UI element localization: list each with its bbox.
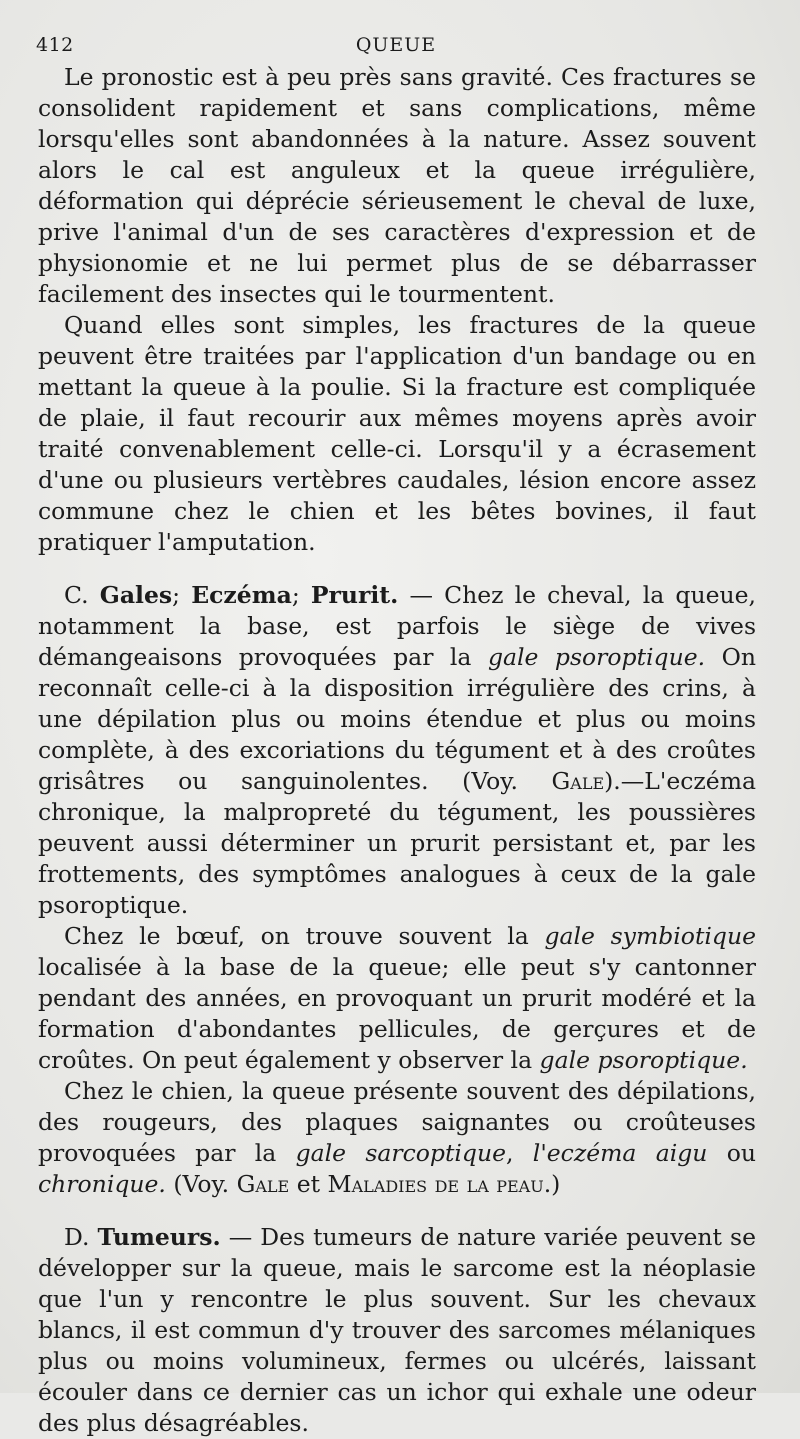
- section-c-letter: C.: [64, 581, 89, 609]
- section-d-dash: —: [220, 1223, 261, 1251]
- chien-text-3: ou: [707, 1139, 756, 1167]
- boeuf-text-2: localisée à la base de la queue; elle peut s'y cantonner pendant des années, en provoquant un prurit modéré et la formation d'abondantes pellicules, de gerçures et de croûtes. On peut également y observer la: [38, 953, 756, 1074]
- paragraph-traitement: Quand elles sont simples, les fractures de la queue peuvent être traitées par l'application d'un bandage ou en mettant la queue à la poulie. Si la fracture est compliquée de plaie, il faut recourir aux mêmes moyens après avoir traité convenablement celle-ci. Lorsqu'il y a écrasement d'une ou plusieurs vertèbres caudales, lésion encore assez commune chez le chien et les bêtes bovines, il faut pratiquer l'amputation.: [38, 311, 756, 556]
- section-d-letter: D.: [64, 1223, 90, 1251]
- section-c-italic-gale-psoroptique: gale psoroptique.: [487, 643, 706, 671]
- chien-text-6: .): [543, 1170, 561, 1198]
- chien-text-4: (Voy.: [165, 1170, 237, 1198]
- chien-ref-maladies-peau: Maladies de la peau: [327, 1170, 544, 1198]
- chien-text-5: et: [289, 1170, 328, 1198]
- section-c-dash: —: [398, 581, 445, 609]
- page-header: [36, 34, 756, 64]
- boeuf-italic-gale-symbiotique: gale symbiotique: [544, 922, 756, 950]
- page-number: 412: [36, 34, 74, 56]
- boeuf-italic-gale-psoroptique: gale psoroptique.: [539, 1046, 748, 1074]
- chien-italic-chronique: chronique.: [38, 1170, 166, 1198]
- boeuf-text-1: Chez le bœuf, on trouve souvent la: [64, 922, 545, 950]
- section-c-separator: ;: [172, 581, 192, 609]
- section-d-heading: Tumeurs.: [97, 1223, 221, 1251]
- paragraph-pronostic: Le pronostic est à peu près sans gravité. Ces fractures se consolident rapidement et sans complications, même lorsqu'elles sont abandonnées à la nature. Assez souvent alors le cal est anguleux et la queue irrégulière, déformation qui déprécie sérieusement le cheval de luxe, prive l'animal d'un de ses caractères d'expression et de physionomie et ne lui permet plus de se débarrasser facilement des insectes qui le tourmentent.: [38, 63, 756, 308]
- body-text: [38, 62, 756, 1439]
- section-c-heading-gales: Gales: [99, 581, 173, 609]
- chien-text-1: Chez le chien, la queue présente souvent des dépilations, des rougeurs, des plaques saignantes ou croûteuses provoquées par la: [38, 1077, 756, 1167]
- chien-ref-gale: Gale: [236, 1170, 290, 1198]
- paragraph-chien: [38, 1076, 756, 1200]
- section-c-text-1: Chez le cheval, la queue, notamment la base, est parfois le siège de vives démangeaisons provoquées par la: [38, 581, 756, 671]
- chien-italic-gale-sarcoptique: gale sarcoptique: [295, 1139, 507, 1167]
- section-c-heading-eczema: Eczéma: [191, 581, 292, 609]
- section-c-text-3: ).—L'eczéma chronique, la malpropreté du tégument, les poussières peuvent aussi déterminer un prurit persistant et, par les frottements, des symptômes analogues à ceux de la gale psoroptique.: [38, 767, 756, 919]
- section-c-ref-gale: Gale: [551, 767, 605, 795]
- chien-italic-eczema-aigu: l'eczéma aigu: [532, 1139, 708, 1167]
- section-d-tumeurs: [38, 1222, 756, 1439]
- chien-text-2: ,: [506, 1139, 533, 1167]
- section-c-separator-2: ;: [291, 581, 311, 609]
- section-c-heading-prurit: Prurit.: [310, 581, 399, 609]
- paragraph-boeuf: [38, 921, 756, 1076]
- section-c-gales: [38, 580, 756, 921]
- section-d-text: Des tumeurs de nature variée peuvent se développer sur la queue, mais le sarcome est la néoplasie que l'un y rencontre le plus souvent. Sur les chevaux blancs, il est commun d'y trouver des sarcomes mélaniques plus ou moins volumineux, fermes ou ulcérés, laissant écouler dans ce dernier cas un ichor qui exhale une odeur des plus désagréables.: [38, 1223, 756, 1437]
- section-c-text-2: On reconnaît celle-ci à la disposition irrégulière des crins, à une dépilation plus ou moins étendue et plus ou moins complète, à des excoriations du tégument et à des croûtes grisâtres ou sanguinolentes. (Voy.: [38, 643, 757, 795]
- running-title: QUEUE: [355, 34, 437, 56]
